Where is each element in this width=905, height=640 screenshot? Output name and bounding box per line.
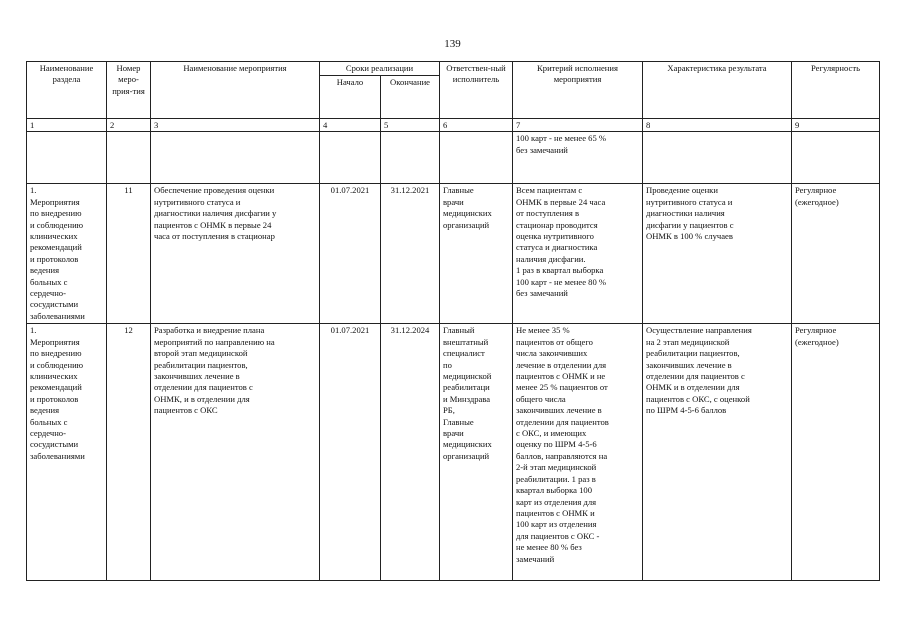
cell-regularity: Регулярное (ежегодное) xyxy=(792,324,880,581)
cell-end: 31.12.2024 xyxy=(381,324,440,581)
cell-empty xyxy=(320,132,381,184)
cell-regularity: Регулярное (ежегодное) xyxy=(792,184,880,324)
header-number: Номер меро-прия-тия xyxy=(107,62,151,119)
column-number: 9 xyxy=(792,119,880,132)
cell-end: 31.12.2021 xyxy=(381,184,440,324)
column-number: 2 xyxy=(107,119,151,132)
cell-empty xyxy=(792,132,880,184)
column-number: 6 xyxy=(440,119,513,132)
cell-empty xyxy=(27,132,107,184)
cell-section: 1. Мероприятия по внедрению и соблюдению клинических рекомендаций и протоколов ведения больных с сердечно- сосудистыми заболеваниями xyxy=(27,184,107,324)
measures-table xyxy=(26,61,880,581)
header-end: Окончание xyxy=(381,76,440,119)
header-section: Наименование раздела xyxy=(27,62,107,119)
cell-event: Разработка и внедрение плана мероприятий по направлению на второй этап медицинской реабилитации пациентов, закончивших лечение в отделении для пациентов с ОНМК, и в отделении для пациентов с ОКС xyxy=(151,324,320,581)
page-number: 139 xyxy=(444,38,461,50)
cell-event: Обеспечение проведения оценки нутритивного статуса и диагностики наличия дисфагии у пациентов с ОНМК в первые 24 часа от поступления в стационар xyxy=(151,184,320,324)
column-number: 5 xyxy=(381,119,440,132)
table-row xyxy=(27,324,880,581)
table-row xyxy=(27,184,880,324)
column-number: 4 xyxy=(320,119,381,132)
header-row xyxy=(27,62,880,76)
header-start: Начало xyxy=(320,76,381,119)
header-regularity: Регулярность xyxy=(792,62,880,119)
cell-number: 11 xyxy=(107,184,151,324)
header-result: Характеристика результата xyxy=(643,62,792,119)
header-criterion: Критерий исполнения мероприятия xyxy=(513,62,643,119)
cell-empty xyxy=(643,132,792,184)
cell-responsible: Главный внештатный специалист по медицинской реабилитаци и Минздрава РБ, Главные врачи медицинских организаций xyxy=(440,324,513,581)
cell-empty xyxy=(381,132,440,184)
cell-criterion: Всем пациентам с ОНМК в первые 24 часа от поступления в стационар проводится оценка нутритивного статуса и диагностика наличия дисфагии. 1 раз в квартал выборка 100 карт - не менее 80 % без замечаний xyxy=(513,184,643,324)
column-number: 1 xyxy=(27,119,107,132)
header-responsible: Ответствен-ный исполнитель xyxy=(440,62,513,119)
table-row-continuation xyxy=(27,132,880,184)
cell-criterion: Не менее 35 % пациентов от общего числа закончивших лечение в отделении для пациентов с ОНМК и не менее 25 % пациентов от общего числа закончивших лечение в отделении для пациентов с ОКС, и имеющих оценку по ШРМ 4-5-6 баллов, направляются на 2-й этап медицинской реабилитации. 1 раз в квартал выборка 100 карт из отделения для пациентов с ОНМК и 100 карт из отделения для пациентов с ОКС - не менее 80 % без замечаний xyxy=(513,324,643,581)
cell-result: Проведение оценки нутритивного статуса и диагностики наличия дисфагии у пациентов с ОНМК в 100 % случаев xyxy=(643,184,792,324)
header-terms: Сроки реализации xyxy=(320,62,440,76)
header-event: Наименование мероприятия xyxy=(151,62,320,119)
cell-empty xyxy=(151,132,320,184)
column-number: 3 xyxy=(151,119,320,132)
column-number: 8 xyxy=(643,119,792,132)
cell-criterion: 100 карт - не менее 65 % без замечаний xyxy=(513,132,643,184)
column-number: 7 xyxy=(513,119,643,132)
cell-empty xyxy=(440,132,513,184)
cell-result: Осуществление направления на 2 этап медицинской реабилитации пациентов, закончивших лечение в отделении для пациентов с ОНМК и в отделении для пациентов с ОКС, с оценкой по ШРМ 4-5-6 баллов xyxy=(643,324,792,581)
column-numbers-row xyxy=(27,119,880,132)
cell-section: 1. Мероприятия по внедрению и соблюдению клинических рекомендаций и протоколов ведения больных с сердечно- сосудистыми заболеваниями xyxy=(27,324,107,581)
cell-responsible: Главные врачи медицинских организаций xyxy=(440,184,513,324)
cell-start: 01.07.2021 xyxy=(320,324,381,581)
cell-start: 01.07.2021 xyxy=(320,184,381,324)
cell-empty xyxy=(107,132,151,184)
cell-number: 12 xyxy=(107,324,151,581)
